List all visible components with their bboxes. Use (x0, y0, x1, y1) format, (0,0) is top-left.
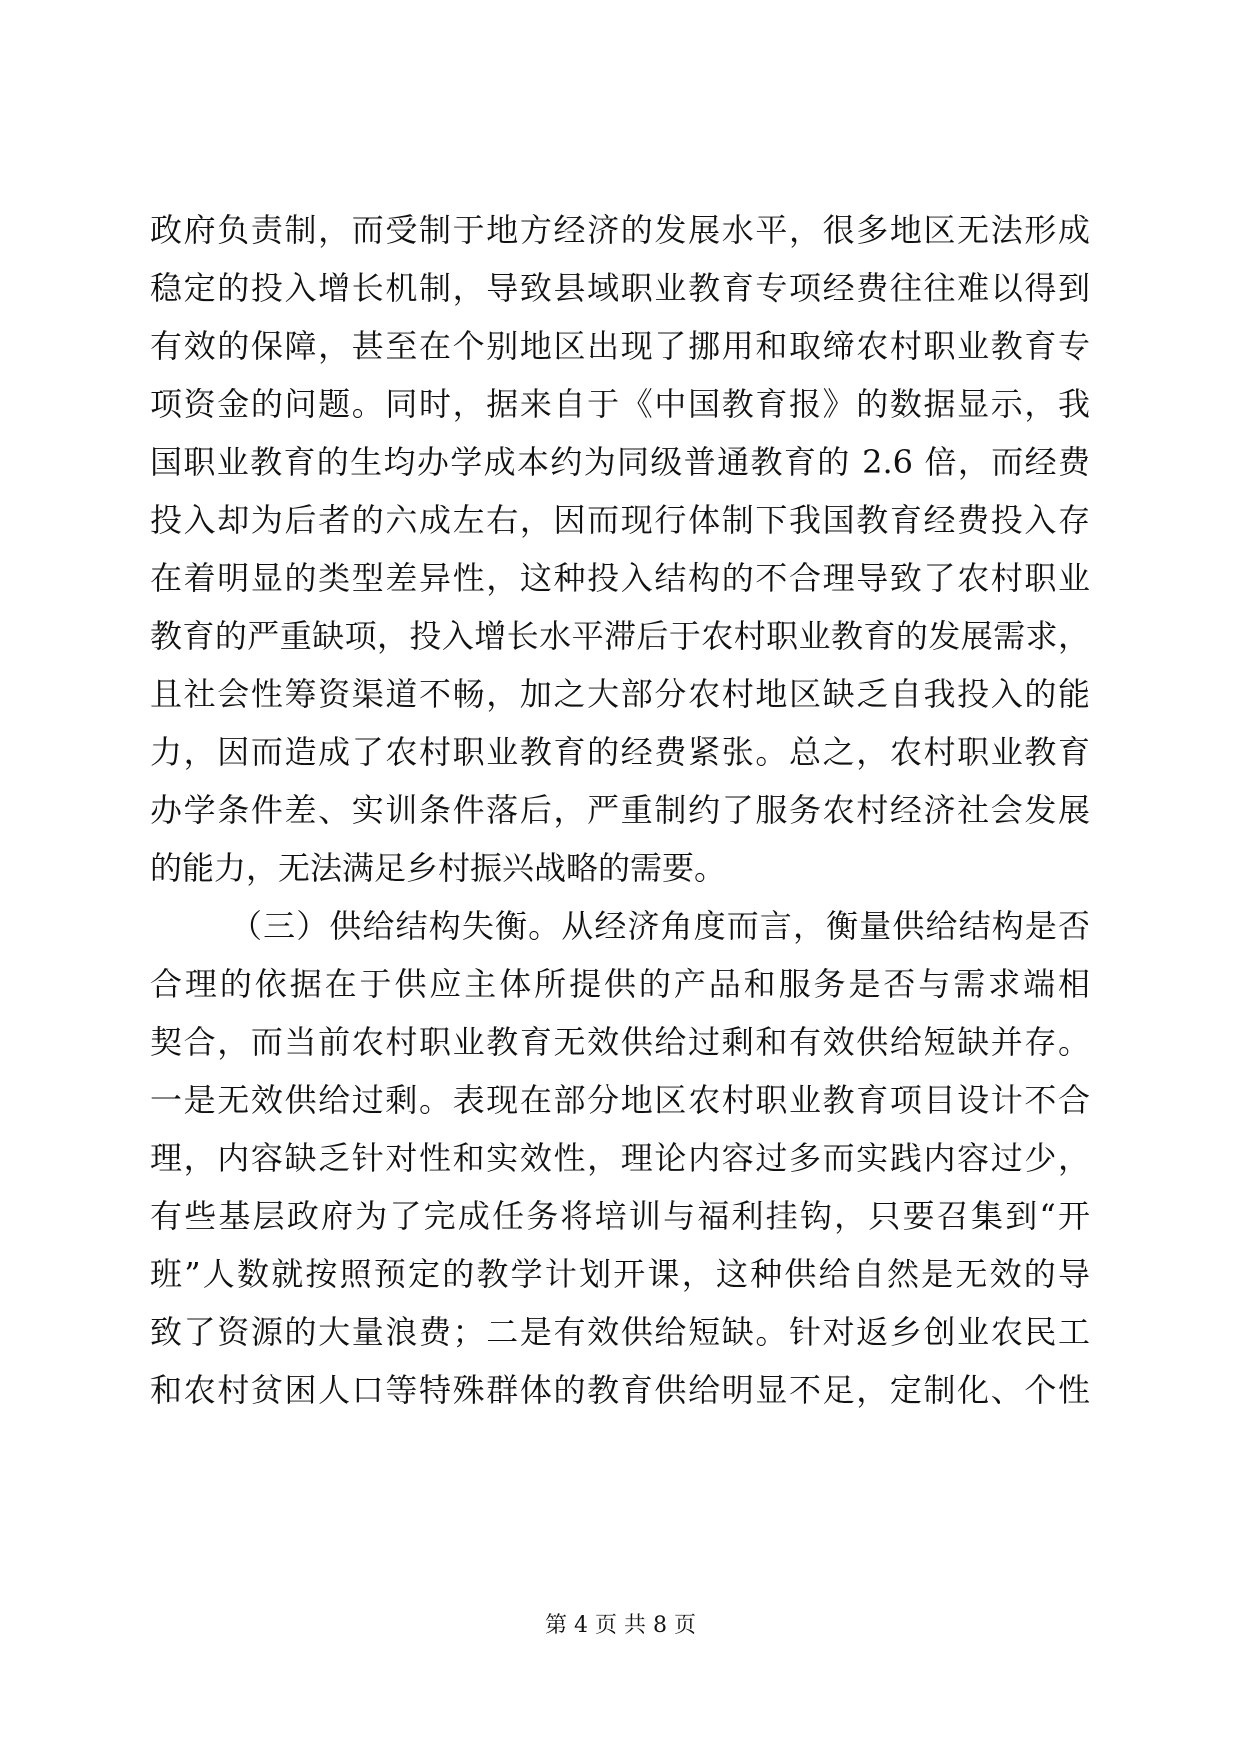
text-line: 力，因而造成了农村职业教育的经费紧张。总之，农村职业教育 (150, 733, 1090, 771)
page-number-footer: 第 4 页 共 8 页 (545, 1613, 696, 1638)
text-line: 一是无效供给过剩。表现在部分地区农村职业教育项目设计不合 (150, 1081, 1090, 1119)
text-line: 理，内容缺乏针对性和实效性，理论内容过多而实践内容过少， (150, 1139, 1090, 1177)
text-line: 投入却为后者的六成左右，因而现行体制下我国教育经费投入存 (150, 501, 1090, 539)
text-line: 班”人数就按照预定的教学计划开课，这种供给自然是无效的导 (150, 1255, 1090, 1293)
text-line: 和农村贫困人口等特殊群体的教育供给明显不足，定制化、个性 (150, 1371, 1090, 1409)
text-line: 且社会性筹资渠道不畅，加之大部分农村地区缺乏自我投入的能 (150, 675, 1090, 713)
text-line: 政府负责制，而受制于地方经济的发展水平，很多地区无法形成 (150, 211, 1090, 249)
text-line: 项资金的问题。同时，据来自于《中国教育报》的数据显示，我 (150, 385, 1090, 423)
text-line: 合理的依据在于供应主体所提供的产品和服务是否与需求端相 (150, 965, 1090, 1003)
text-line: 致了资源的大量浪费；二是有效供给短缺。针对返乡创业农民工 (150, 1313, 1090, 1351)
text-line: 办学条件差、实训条件落后，严重制约了服务农村经济社会发展 (150, 791, 1090, 829)
text-line: 在着明显的类型差异性，这种投入结构的不合理导致了农村职业 (150, 559, 1090, 597)
text-line: 教育的严重缺项，投入增长水平滞后于农村职业教育的发展需求， (150, 617, 1090, 655)
section-heading-line: （三）供给结构失衡。从经济角度而言，衡量供给结构是否 (230, 907, 1090, 945)
text-line: 契合，而当前农村职业教育无效供给过剩和有效供给短缺并存。 (150, 1023, 1090, 1061)
text-line: 稳定的投入增长机制，导致县域职业教育专项经费往往难以得到 (150, 269, 1090, 307)
text-line: 有些基层政府为了完成任务将培训与福利挂钩，只要召集到“开 (150, 1197, 1090, 1235)
text-line: 国职业教育的生均办学成本约为同级普通教育的 2.6 倍，而经费 (150, 443, 1090, 481)
text-line: 有效的保障，甚至在个别地区出现了挪用和取缔农村职业教育专 (150, 327, 1090, 365)
text-line: 的能力，无法满足乡村振兴战略的需要。 (150, 849, 727, 887)
